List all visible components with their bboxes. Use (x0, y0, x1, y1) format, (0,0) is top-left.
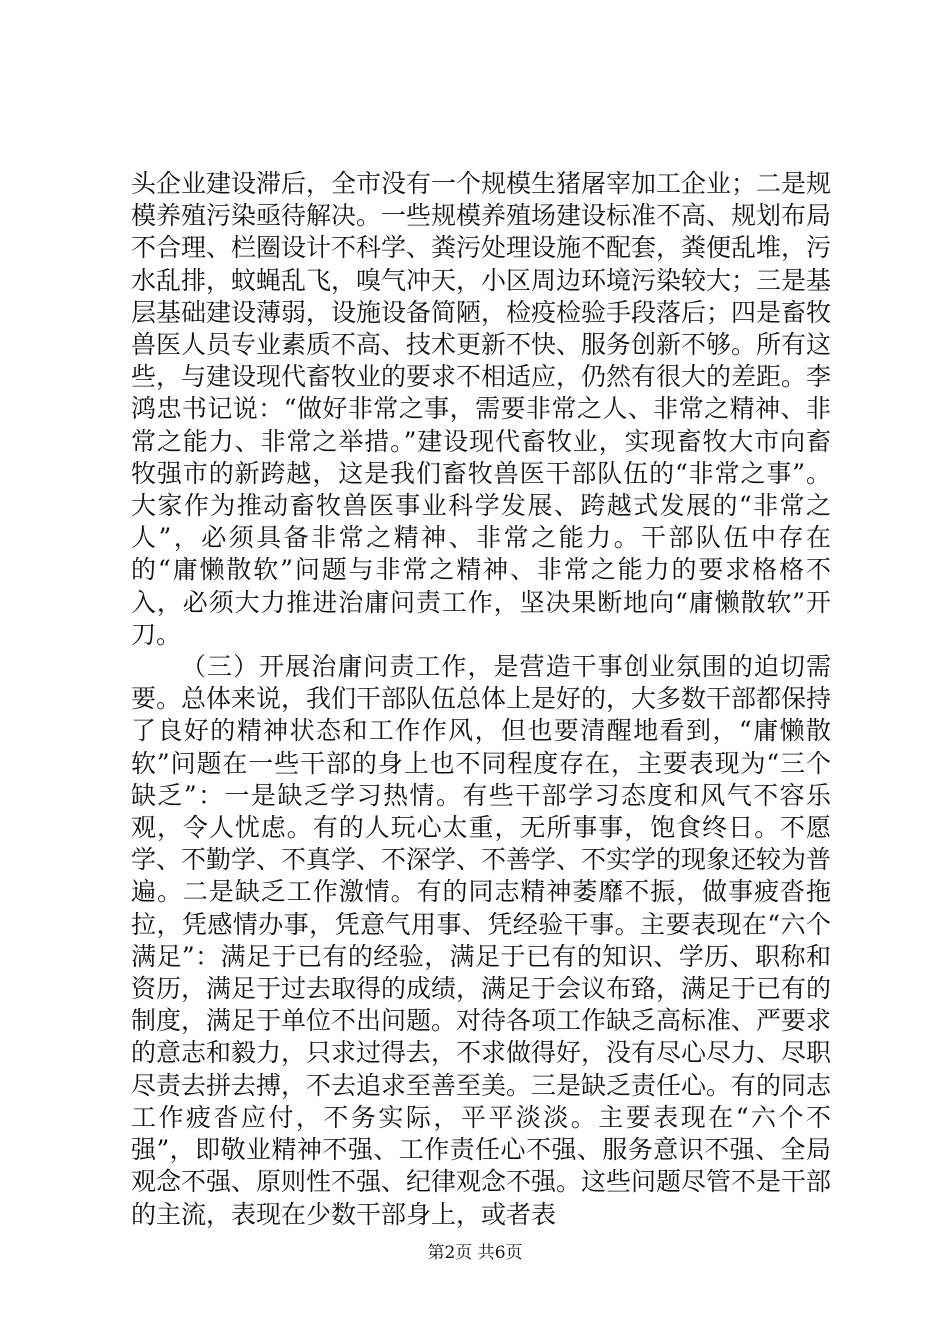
document-body (131, 168, 831, 1231)
paragraph-continued: 头企业建设滞后，全市没有一个规模生猪屠宰加工企业；二是规模养殖污染亟待解决。一些规模养殖场建设标准不高、规划布局不合理、栏圈设计不科学、粪污处理设施不配套，粪便乱堆，污水乱排，蚊蝇乱飞，嗅气冲天，小区周边环境污染较大；三是基层基础建设薄弱，设施设备简陋，检疫检验手段落后；四是畜牧兽医人员专业素质不高、技术更新不快、服务创新不够。所有这些，与建设现代畜牧业的要求不相适应，仍然有很大的差距。李鸿忠书记说：“做好非常之事，需要非常之人、非常之精神、非常之能力、非常之举措。”建设现代畜牧业，实现畜牧大市向畜牧强市的新跨越，这是我们畜牧兽医干部队伍的“非常之事”。大家作为推动畜牧兽医事业科学发展、跨越式发展的“非常之人”，必须具备非常之精神、非常之能力。干部队伍中存在的“庸懒散软”问题与非常之精神、非常之能力的要求格格不入，必须大力推进治庸问责工作，坚决果断地向“庸懒散软”开刀。 (131, 169, 832, 649)
paragraph-section-three: （三）开展治庸问责工作，是营造干事创业氛围的迫切需要。总体来说，我们干部队伍总体上是好的，大多数干部都保持了良好的精神状态和工作作风，但也要清醒地看到，“庸懒散软”问题在一些干部的身上也不同程度存在，主要表现为“三个缺乏”：一是缺乏学习热情。有些干部学习态度和风气不容乐观，令人忧虑。有的人玩心太重，无所事事，饱食终日。不愿学、不勤学、不真学、不深学、不善学、不实学的现象还较为普遍。二是缺乏工作激情。有的同志精神萎靡不振，做事疲沓拖拉，凭感情办事，凭意气用事、凭经验干事。主要表现在“六个满足”：满足于已有的经验，满足于已有的知识、学历、职称和资历，满足于过去取得的成绩，满足于会议布臵，满足于已有的制度，满足于单位不出问题。对待各项工作缺乏高标准、严要求的意志和毅力，只求过得去，不求做得好，没有尽心尽力、尽职尽责去拼去搏，不去追求至善至美。三是缺乏责任心。有的同志工作疲沓应付，不务实际，平平淡淡。主要表现在“六个不强”，即敬业精神不强、工作责任心不强、服务意识不强、全局观念不强、原则性不强、纪律观念不强。这些问题尽管不是干部的主流，表现在少数干部身上，或者表 (131, 652, 832, 1229)
page-number-footer: 第2页 共6页 (427, 1243, 523, 1263)
